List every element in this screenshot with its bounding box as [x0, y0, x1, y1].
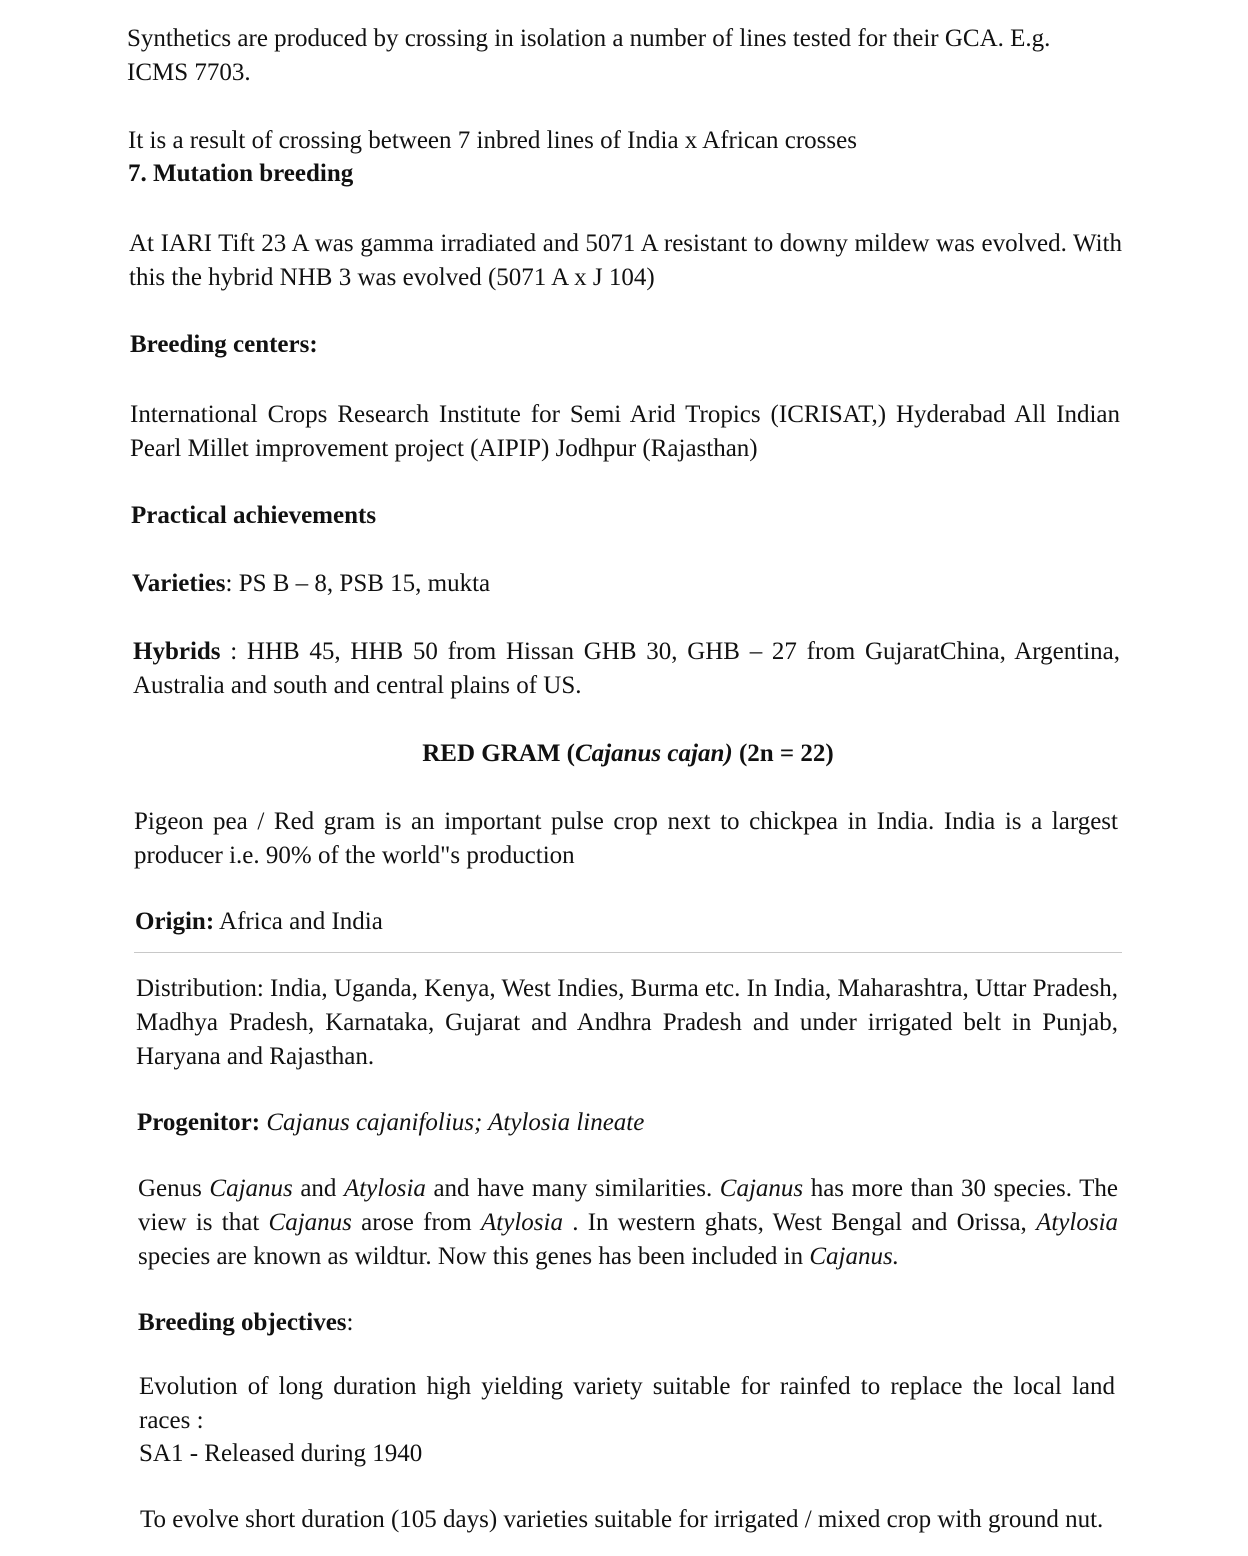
horizontal-divider	[134, 952, 1122, 953]
mutation-breeding-paragraph: At IARI Tift 23 A was gamma irradiated and 5071 A resistant to downy mildew was evolved. With this the hybrid NHB 3 was evolved (5071 A x J 104)	[129, 230, 1122, 291]
objective-short-duration: To evolve short duration (105 days) varieties suitable for irrigated / mixed crop with ground nut.	[140, 1506, 1104, 1533]
genus-italic-4: Cajanus	[268, 1209, 352, 1236]
synthetics-paragraph	[127, 22, 1117, 90]
genus-paragraph	[138, 1172, 1118, 1274]
distribution-paragraph: Distribution: India, Uganda, Kenya, West Indies, Burma etc. In India, Maharashtra, Uttar Pradesh, Madhya Pradesh, Karnataka, Gujarat and Andhra Pradesh and under irrigated belt in Punjab, Haryana and Rajasthan.	[136, 975, 1118, 1070]
genus-text-5: arose from	[351, 1209, 482, 1236]
hybrids-label: Hybrids	[133, 638, 221, 665]
genus-italic-6: Atylosia	[1036, 1209, 1119, 1236]
breeding-objectives-colon: :	[346, 1309, 354, 1336]
breeding-centers-paragraph: International Crops Research Institute for Semi Arid Tropics (ICRISAT,) Hyderabad All Indian Pearl Millet improvement project (AIPIP) Jodhpur (Rajasthan)	[130, 401, 1120, 462]
red-gram-title-prefix: RED GRAM (	[422, 740, 575, 767]
genus-text-2: and	[292, 1175, 344, 1202]
breeding-objectives-heading-text: Breeding objectives	[138, 1309, 347, 1336]
hybrids-text: : HHB 45, HHB 50 from Hissan GHB 30, GHB – 27 from GujaratChina, Argentina, Australia and south and central plains of US.	[133, 638, 1120, 699]
synthetics-line-1: Synthetics are produced by crossing in isolation a number of lines tested for their GCA. E.g.	[127, 25, 1051, 52]
practical-achievements-heading	[131, 499, 1121, 533]
objective-long-duration: Evolution of long duration high yielding variety suitable for rainfed to replace the local land races :	[139, 1373, 1115, 1434]
origin-line	[135, 905, 1123, 939]
genus-text-3: and have many similarities.	[425, 1175, 720, 1202]
breeding-centers-heading	[130, 328, 1120, 362]
genus-text-4: has more than 30 species. The view is that	[138, 1175, 1118, 1236]
mutation-heading-text: 7. Mutation breeding	[128, 160, 354, 187]
origin-label: Origin:	[135, 908, 215, 935]
progenitor-line	[137, 1106, 1119, 1140]
genus-italic-1: Cajanus	[209, 1175, 293, 1202]
genus-text-6: . In western ghats, West Bengal and Orissa,	[562, 1209, 1037, 1236]
mutation-breeding-heading	[128, 157, 1118, 191]
breeding-centers-heading-text: Breeding centers:	[130, 331, 318, 358]
varieties-text: : PS B – 8, PSB 15, mukta	[225, 570, 491, 597]
genus-italic-5: Atylosia	[481, 1209, 563, 1236]
cross-result-text: It is a result of crossing between 7 inbred lines of India x African crosses	[128, 127, 857, 154]
origin-text: Africa and India	[214, 908, 383, 935]
progenitor-label: Progenitor:	[137, 1109, 261, 1136]
progenitor-text: Cajanus cajanifolius; Atylosia lineate	[260, 1109, 645, 1136]
red-gram-title-suffix: (2n = 22)	[732, 740, 834, 767]
red-gram-intro-paragraph: Pigeon pea / Red gram is an important pulse crop next to chickpea in India. India is a largest producer i.e. 90% of the world"s production	[134, 808, 1118, 869]
varieties-line	[132, 567, 1122, 601]
practical-achievements-heading-text: Practical achievements	[131, 502, 377, 529]
red-gram-title	[134, 737, 1122, 771]
breeding-objectives-heading	[138, 1306, 1118, 1340]
red-gram-title-species: Cajanus cajan)	[575, 740, 733, 767]
varieties-label: Varieties	[132, 570, 226, 597]
hybrids-paragraph	[133, 635, 1120, 703]
genus-italic-7: Cajanus.	[809, 1243, 899, 1270]
genus-italic-2: Atylosia	[343, 1175, 426, 1202]
synthetics-line-2: ICMS 7703.	[127, 59, 251, 86]
sa1-release-line: SA1 - Released during 1940	[139, 1440, 423, 1467]
genus-text-1: Genus	[138, 1175, 210, 1202]
genus-italic-3: Cajanus	[719, 1175, 804, 1202]
genus-text-7: species are known as wildtur. Now this genes has been included in	[138, 1243, 810, 1270]
